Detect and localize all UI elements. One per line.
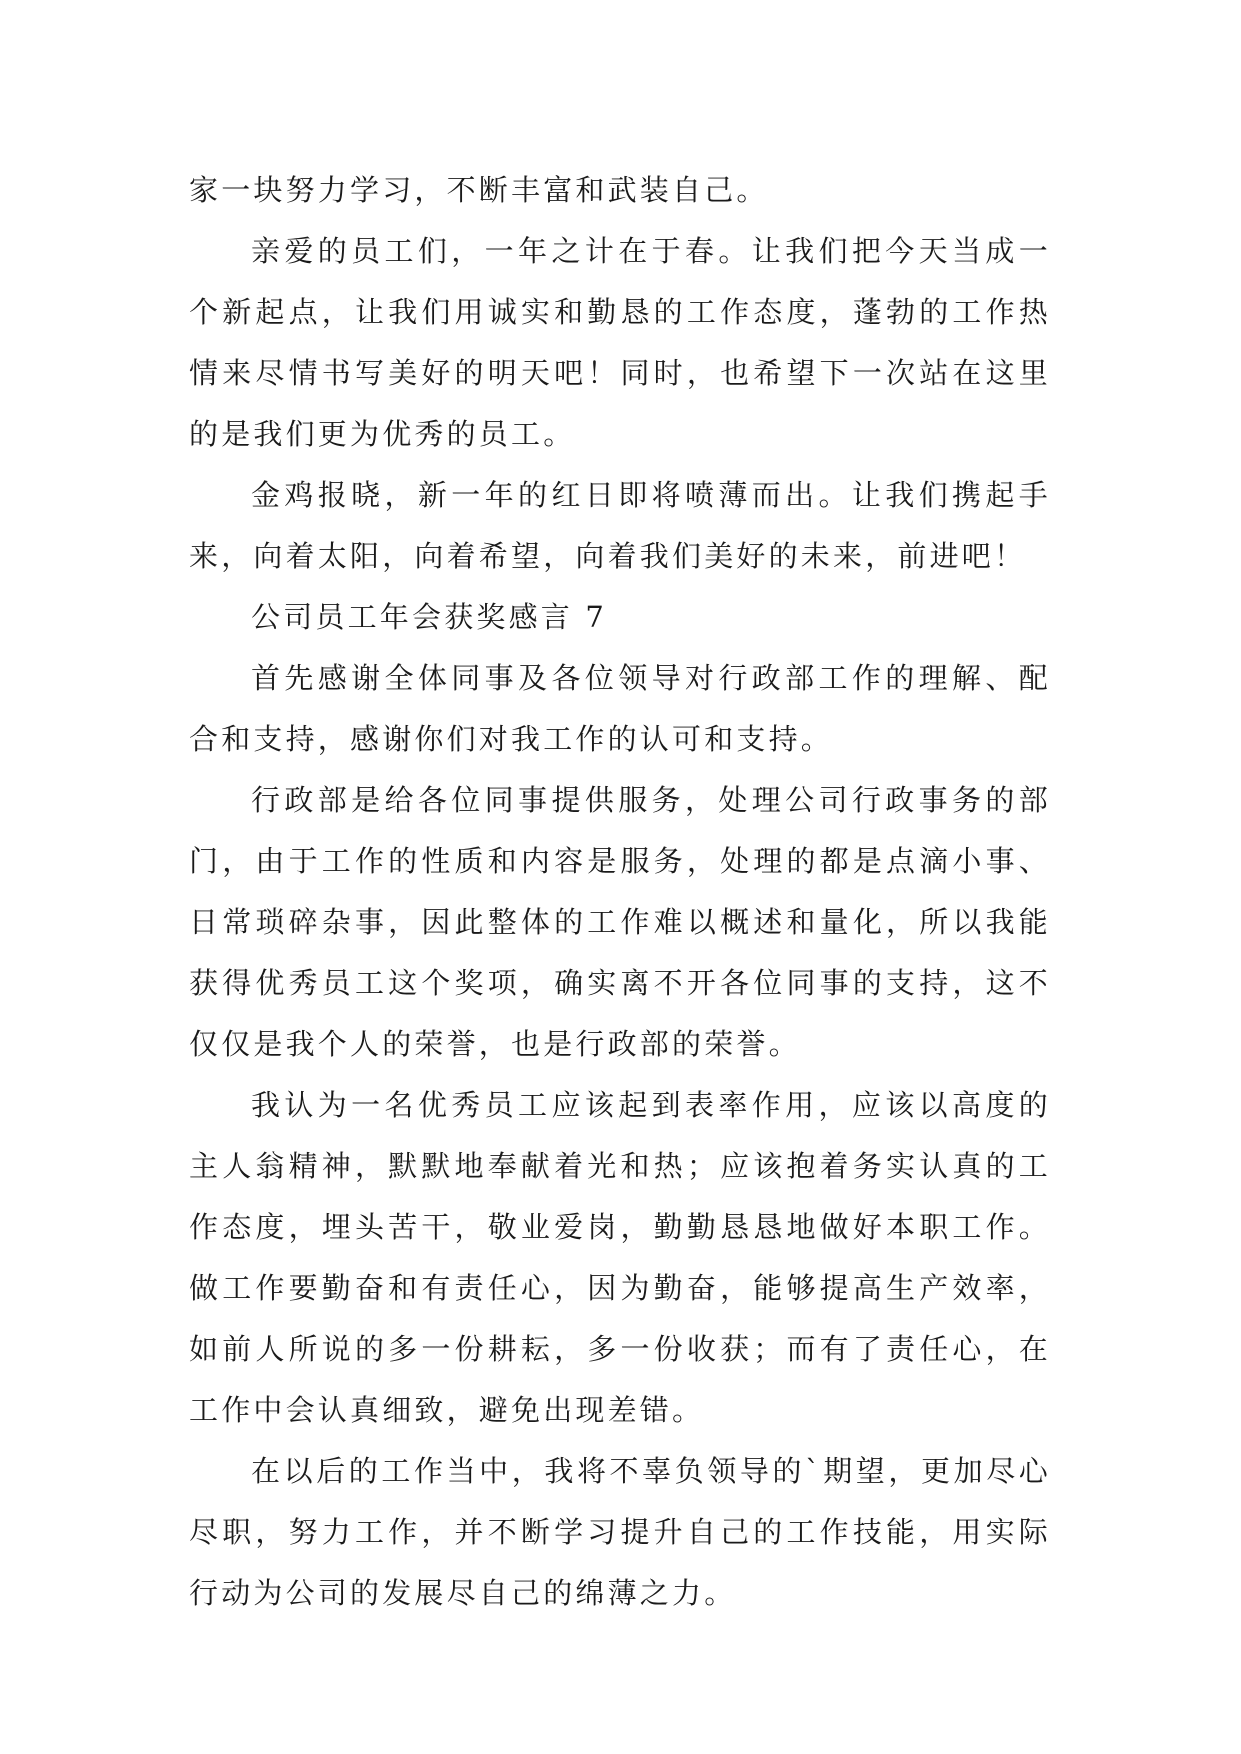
document-body [189,160,1051,1624]
paragraph-golden-rooster: 金鸡报晓，新一年的红日即将喷薄而出。让我们携起手来，向着太阳，向着希望，向着我们美好的未来，前进吧！ [189,478,1051,573]
section-heading: 公司员工年会获奖感言 7 [251,600,608,634]
paragraph-spring: 亲爱的员工们，一年之计在于春。让我们把今天当成一个新起点，让我们用诚实和勤恳的工作态度，蓬勃的工作热情来尽情书写美好的明天吧！同时，也希望下一次站在这里的是我们更为优秀的员工。 [189,234,1051,451]
paragraph-continued: 家一块努力学习，不断丰富和武装自己。 [189,173,769,207]
paragraph-thanks: 首先感谢全体同事及各位领导对行政部工作的理解、配合和支持，感谢你们对我工作的认可和支持。 [189,661,1051,756]
paragraph-admin-department: 行政部是给各位同事提供服务，处理公司行政事务的部门，由于工作的性质和内容是服务，处理的都是点滴小事、日常琐碎杂事，因此整体的工作难以概述和量化，所以我能获得优秀员工这个奖项，确实离不开各位同事的支持，这不仅仅是我个人的荣誉，也是行政部的荣誉。 [189,783,1051,1061]
paragraph-future-work: 在以后的工作当中，我将不辜负领导的`期望，更加尽心尽职，努力工作，并不断学习提升自己的工作技能，用实际行动为公司的发展尽自己的绵薄之力。 [189,1454,1051,1610]
paragraph-excellent-employee: 我认为一名优秀员工应该起到表率作用，应该以高度的主人翁精神，默默地奉献着光和热；应该抱着务实认真的工作态度，埋头苦干，敬业爱岗，勤勤恳恳地做好本职工作。做工作要勤奋和有责任心，因为勤奋，能够提高生产效率，如前人所说的多一份耕耘，多一份收获；而有了责任心，在工作中会认真细致，避免出现差错。 [189,1088,1051,1427]
